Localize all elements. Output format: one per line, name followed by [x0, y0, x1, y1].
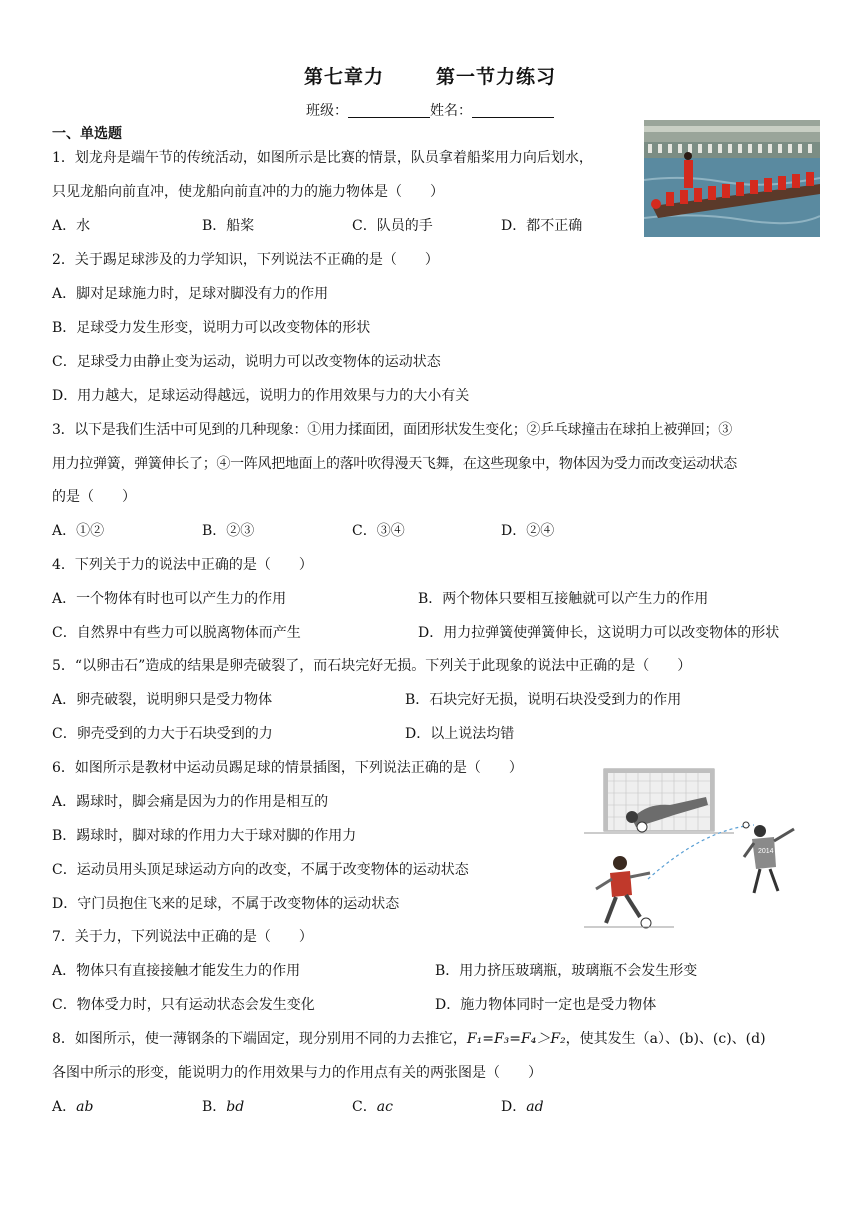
- q6-option-a[interactable]: A．踢球时，脚会痛是因为力的作用是相互的: [52, 794, 329, 810]
- q8-option-a[interactable]: [52, 1098, 93, 1116]
- q1-option-d[interactable]: D．都不正确: [501, 218, 583, 234]
- q3-option-a[interactable]: A．①②: [52, 523, 105, 539]
- section-title: 第一节力练习: [436, 66, 557, 88]
- q8-option-d-value: ad: [526, 1099, 544, 1115]
- q3-stem-line1: 3．以下是我们生活中可见到的几种现象：①用力揉面团，面团形状发生变化；②乒乓球撞击在球拍上被弹回；③: [52, 422, 732, 438]
- chapter-title: 第七章力: [303, 66, 384, 88]
- q7-stem: 7．关于力，下列说法中正确的是（ ）: [52, 929, 313, 945]
- q4-option-b[interactable]: B．两个物体只要相互接触就可以产生力的作用: [418, 591, 709, 607]
- q5-stem: 5．“以卵击石”造成的结果是卵壳破裂了，而石块完好无损。下列关于此现象的说法中正确的是（ ）: [52, 658, 692, 674]
- name-label: 姓名：: [430, 103, 472, 119]
- q8-option-d-letter: D．: [501, 1099, 527, 1115]
- q8-option-c-letter: C．: [352, 1099, 377, 1115]
- class-label: 班级：: [306, 103, 348, 119]
- q7-option-c[interactable]: C．物体受力时，只有运动状态会发生变化: [52, 997, 315, 1013]
- q4-option-c[interactable]: C．自然界中有些力可以脱离物体而产生: [52, 625, 301, 641]
- q4-stem: 4．下列关于力的说法中正确的是（ ）: [52, 557, 313, 573]
- name-blank[interactable]: [472, 103, 554, 118]
- q2-option-c[interactable]: C．足球受力由静止变为运动，说明力可以改变物体的运动状态: [52, 354, 441, 370]
- jersey-number: 2014: [758, 848, 774, 855]
- q1-option-c[interactable]: C．队员的手: [352, 218, 433, 234]
- q8-option-c[interactable]: [352, 1098, 393, 1116]
- q6-option-c[interactable]: C．运动员用头顶足球运动方向的改变，不属于改变物体的运动状态: [52, 862, 469, 878]
- q8-option-a-value: ab: [76, 1099, 94, 1115]
- q8-option-c-value: ac: [376, 1099, 393, 1115]
- q1-option-b[interactable]: B．船桨: [202, 218, 255, 234]
- q3-stem-line2: 用力拉弹簧，弹簧伸长了；④一阵风把地面上的落叶吹得漫天飞舞，在这些现象中，物体因为受力而改变运动状态: [52, 456, 737, 472]
- q8-option-a-letter: A．: [52, 1099, 77, 1115]
- q3-option-b[interactable]: B．②③: [202, 523, 255, 539]
- q8-stem-part2: ，使其发生（a）、(b)、(c)、(d): [565, 1031, 766, 1047]
- section-heading: 一、单选题: [52, 126, 122, 142]
- q8-option-b-letter: B．: [202, 1099, 227, 1115]
- q6-option-b[interactable]: B．踢球时，脚对球的作用力大于球对脚的作用力: [52, 828, 357, 844]
- q8-option-b[interactable]: [202, 1098, 244, 1116]
- q3-option-d[interactable]: D．②④: [501, 523, 555, 539]
- q7-option-b[interactable]: B．用力挤压玻璃瓶，玻璃瓶不会发生形变: [435, 963, 698, 979]
- q2-option-a[interactable]: A．脚对足球施力时，足球对脚没有力的作用: [52, 286, 329, 302]
- q1-option-a[interactable]: A．水: [52, 218, 91, 234]
- q6-option-d[interactable]: D．守门员抱住飞来的足球，不属于改变物体的运动状态: [52, 896, 400, 912]
- q8-stem-part1: 8．如图所示，使一薄钢条的下端固定，现分别用不同的力去推它，: [52, 1031, 467, 1047]
- q8-stem-line1: [52, 1030, 766, 1048]
- q8-stem-line2: 各图中所示的形变，能说明力的作用效果与力的作用点有关的两张图是（ ）: [52, 1065, 542, 1081]
- q2-option-d[interactable]: D．用力越大，足球运动得越远，说明力的作用效果与力的大小有关: [52, 388, 470, 404]
- dragon-boat-photo: [644, 120, 820, 237]
- q8-force-relation: F₁=F₃=F₄＞F₂: [466, 1031, 566, 1047]
- q5-option-b[interactable]: B．石块完好无损，说明石块没受到力的作用: [405, 692, 682, 708]
- q8-option-b-value: bd: [226, 1099, 245, 1115]
- q7-option-a[interactable]: A．物体只有直接接触才能发生力的作用: [52, 963, 301, 979]
- soccer-illustration: [584, 767, 820, 933]
- q5-option-d[interactable]: D．以上说法均错: [405, 726, 515, 742]
- q3-stem-line3: 的是（ ）: [52, 489, 136, 505]
- q3-option-c[interactable]: C．③④: [352, 523, 405, 539]
- q8-option-d[interactable]: [501, 1098, 544, 1116]
- class-blank[interactable]: [348, 103, 430, 118]
- q4-option-a[interactable]: A．一个物体有时也可以产生力的作用: [52, 591, 287, 607]
- page-title: [0, 62, 860, 89]
- class-name-line: [0, 100, 860, 120]
- q2-stem: 2．关于踢足球涉及的力学知识，下列说法不正确的是（ ）: [52, 252, 439, 268]
- q4-option-d[interactable]: D．用力拉弹簧使弹簧伸长，这说明力可以改变物体的形状: [418, 625, 780, 641]
- q5-option-a[interactable]: A．卵壳破裂，说明卵只是受力物体: [52, 692, 273, 708]
- q2-option-b[interactable]: B．足球受力发生形变，说明力可以改变物体的形状: [52, 320, 371, 336]
- q7-option-d[interactable]: D．施力物体同时一定也是受力物体: [435, 997, 657, 1013]
- q1-stem-line1: 1．划龙舟是端午节的传统活动，如图所示是比赛的情景，队员拿着船桨用力向后划水，: [52, 150, 593, 166]
- q5-option-c[interactable]: C．卵壳受到的力大于石块受到的力: [52, 726, 273, 742]
- q1-stem-line2: 只见龙船向前直冲，使龙船向前直冲的力的施力物体是（ ）: [52, 184, 444, 200]
- q6-stem: 6．如图所示是教材中运动员踢足球的情景插图，下列说法正确的是（ ）: [52, 760, 523, 776]
